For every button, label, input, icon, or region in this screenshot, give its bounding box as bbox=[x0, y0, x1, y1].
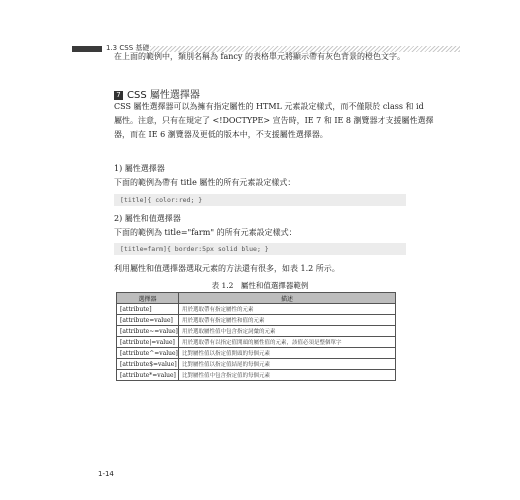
table-header-cell: 描述 bbox=[179, 293, 396, 304]
intro-paragraph: 在上面的範例中，類別名稱為 fancy 的表格單元將顯示帶有灰色背景的橙色文字。 bbox=[114, 52, 405, 61]
selector-cell: [attribute] bbox=[117, 304, 179, 315]
selector-cell: [attribute^=value] bbox=[117, 348, 179, 359]
section-title: CSS 屬性選擇器 bbox=[127, 90, 200, 101]
table-row bbox=[117, 348, 396, 359]
running-header bbox=[0, 22, 520, 52]
description-cell: 比對屬性值以指定值開頭的每個元素 bbox=[179, 348, 396, 359]
table-row bbox=[117, 304, 396, 315]
page-number: 1-14 bbox=[98, 470, 114, 478]
selector-cell: [attribute$=value] bbox=[117, 359, 179, 370]
section-number-badge: 7 bbox=[114, 91, 123, 100]
description-cell: 比對屬性值以指定值結尾的每個元素 bbox=[179, 359, 396, 370]
table-caption: 表 1.2 屬性和值選擇器範例 bbox=[211, 281, 309, 290]
selector-cell: [attribute*=value] bbox=[117, 370, 179, 381]
table-row bbox=[117, 370, 396, 381]
header-dark-block bbox=[72, 46, 102, 52]
sub2-code-block: [title=farm]{ border:5px solid blue; } bbox=[114, 243, 406, 255]
table-row bbox=[117, 337, 396, 348]
table-row bbox=[117, 315, 396, 326]
table-row bbox=[117, 326, 396, 337]
selector-cell: [attribute|=value] bbox=[117, 337, 179, 348]
sub1-description: 下面的範例為帶有 title 屬性的所有元素設定樣式： bbox=[114, 178, 296, 187]
description-cell: 用於選取帶有以指定值開頭的屬性值的元素，該值必須是整個單字 bbox=[179, 337, 396, 348]
description-cell: 用於選取屬性值中包含指定詞彙的元素 bbox=[179, 326, 396, 337]
selector-table bbox=[116, 292, 396, 381]
sub1-heading: 1) 屬性選擇器 bbox=[114, 164, 165, 173]
section-paragraph: CSS 屬性選擇器可以為擁有指定屬性的 HTML 元素設定樣式，而不僅限於 class 和 id 屬性。注意，只有在規定了 <!DOCTYPE> 宣告時，IE 7 和 IE 8 瀏覽器才支援屬性選擇器，而在 IE 6 瀏覽器及更低的版本中，不支援屬性選擇器。 bbox=[114, 102, 434, 139]
table-row bbox=[117, 359, 396, 370]
header-label: 1.3 CSS 基礎 bbox=[106, 44, 150, 52]
section-heading bbox=[114, 86, 200, 101]
sub1-code-block: [title]{ color:red; } bbox=[114, 194, 406, 206]
sub2-description: 下面的範例為 title="farm" 的所有元素設定樣式： bbox=[114, 228, 297, 237]
description-cell: 用於選取帶有指定屬性和值的元素 bbox=[179, 315, 396, 326]
selector-cell: [attribute=value] bbox=[117, 315, 179, 326]
table-header-cell: 選擇器 bbox=[117, 293, 179, 304]
description-cell: 用於選取帶有指定屬性的元素 bbox=[179, 304, 396, 315]
table-header-row bbox=[117, 293, 396, 304]
description-cell: 比對屬性值中包含指定值的每個元素 bbox=[179, 370, 396, 381]
summary-paragraph: 利用屬性和值選擇器選取元素的方法還有很多，如表 1.2 所示。 bbox=[114, 264, 340, 273]
selector-cell: [attribute~=value] bbox=[117, 326, 179, 337]
sub2-heading: 2) 屬性和值選擇器 bbox=[114, 214, 181, 223]
